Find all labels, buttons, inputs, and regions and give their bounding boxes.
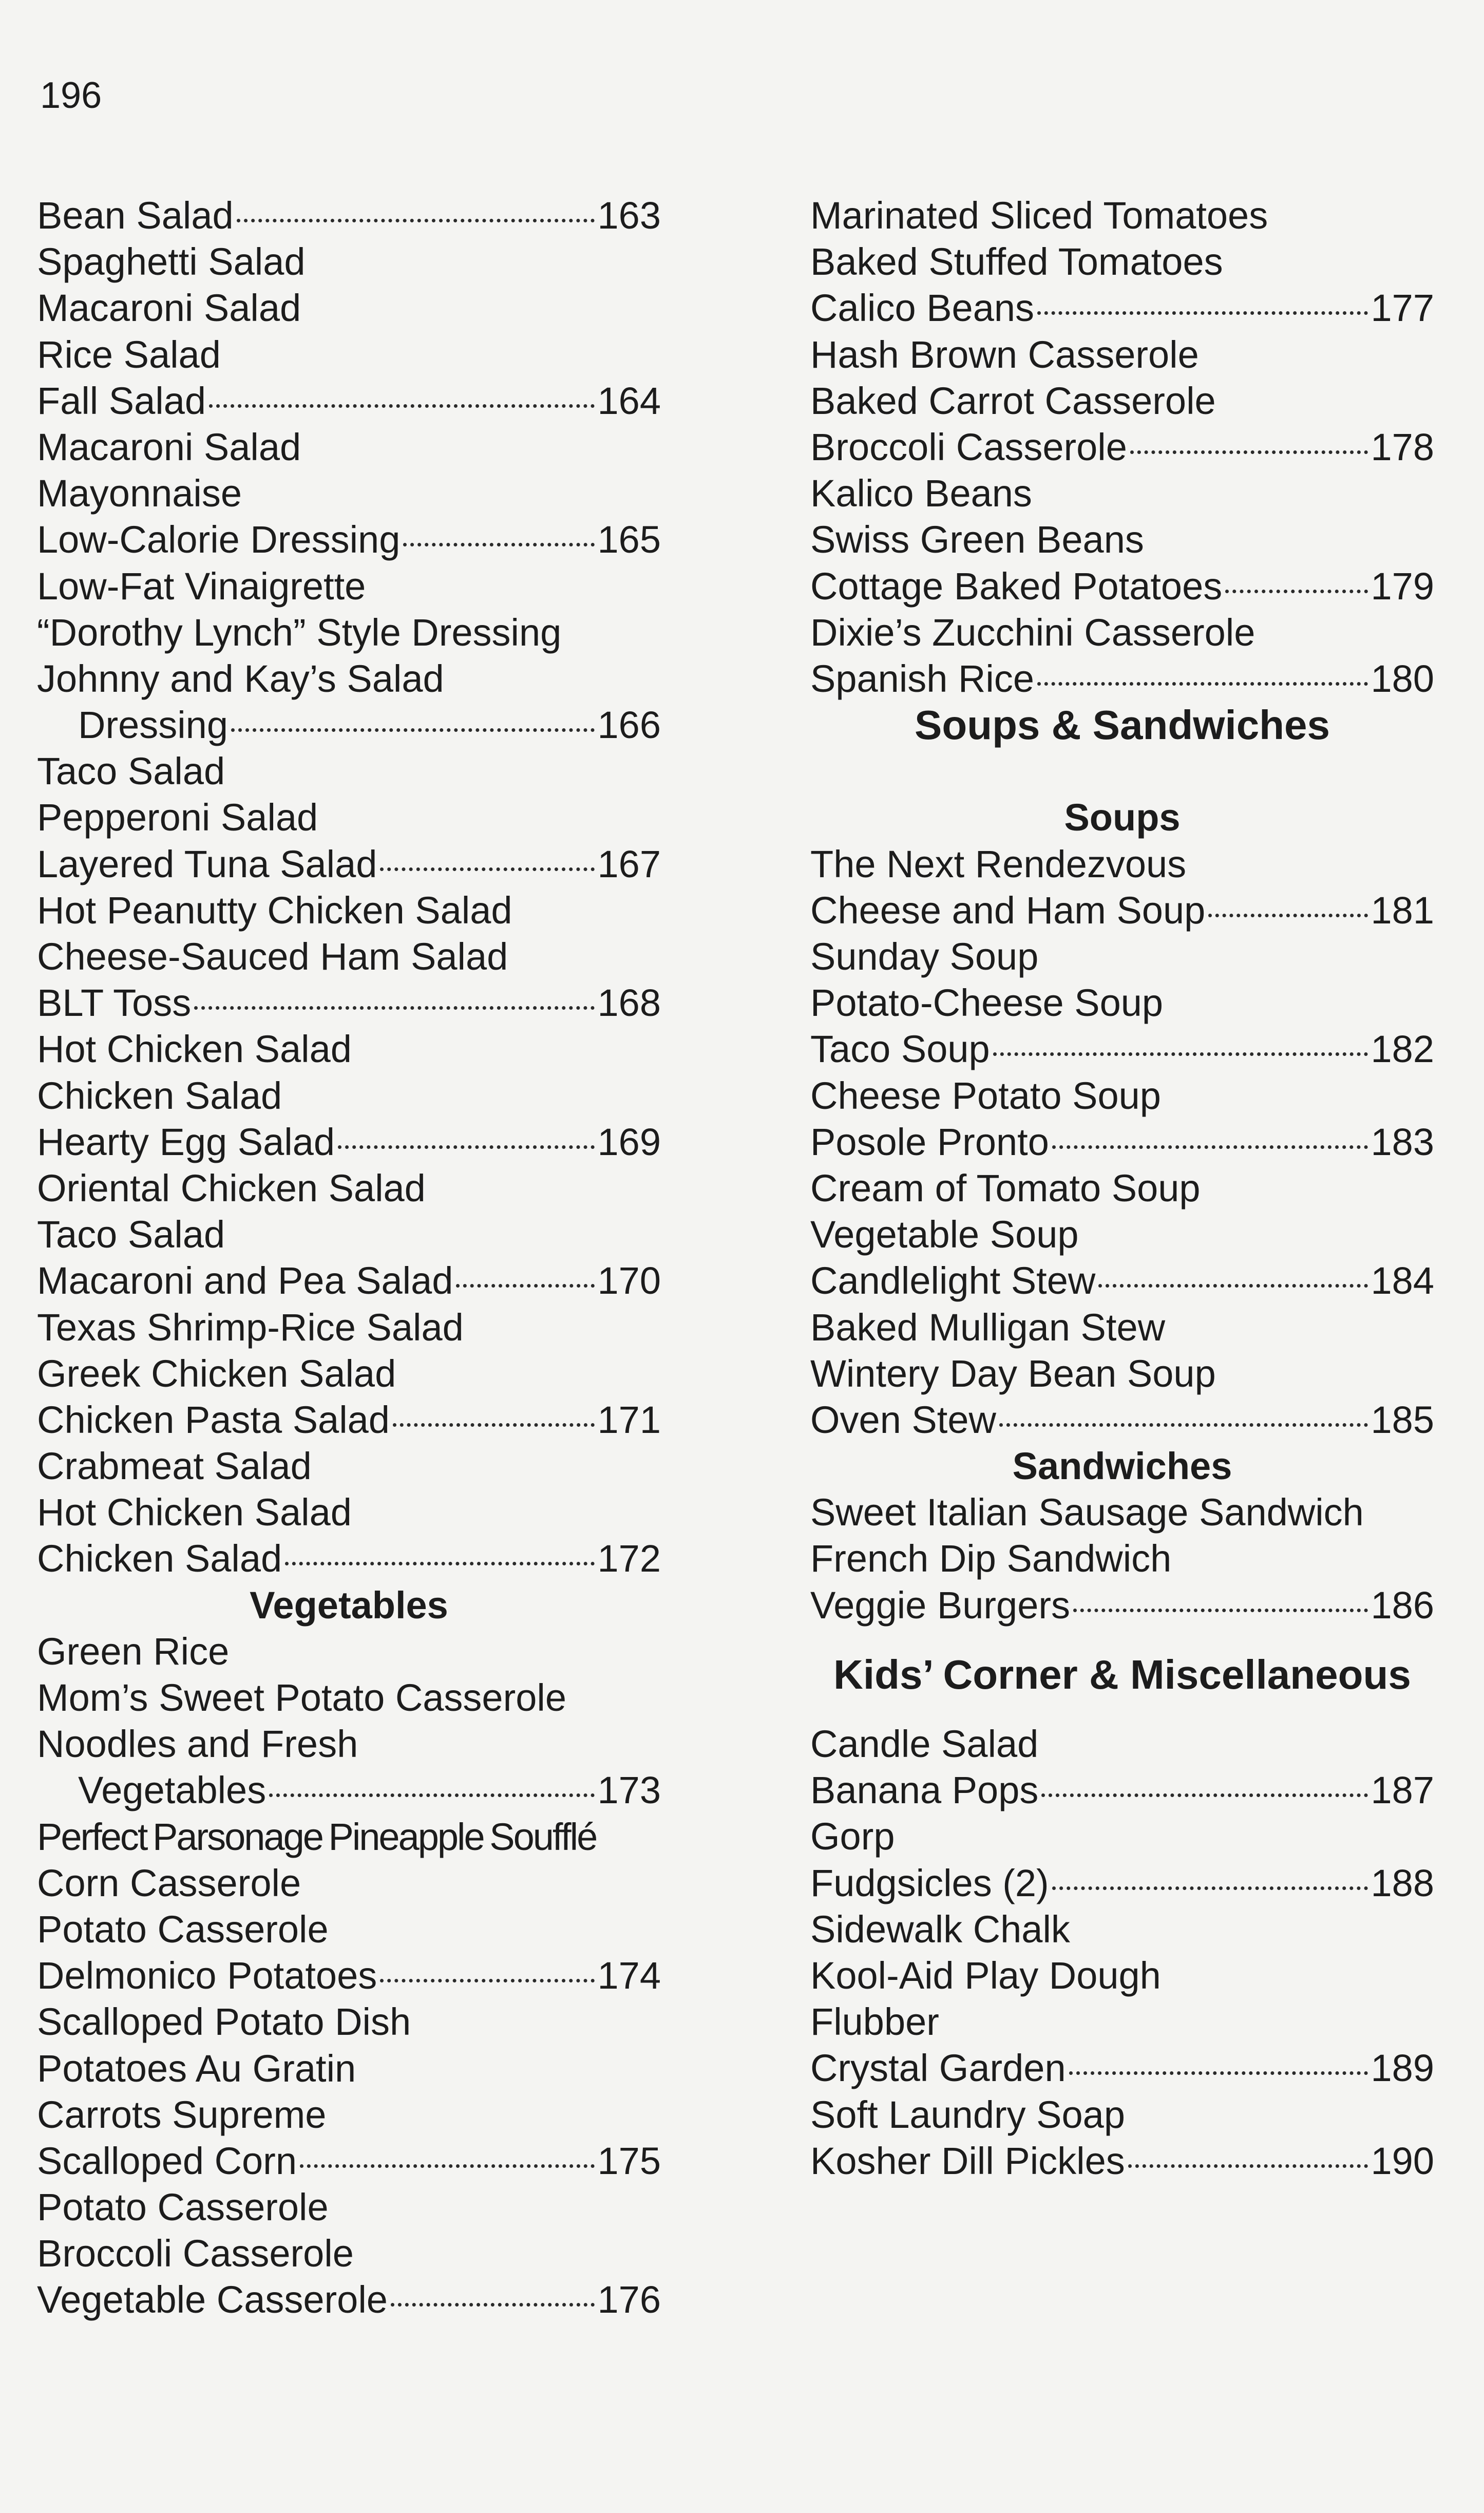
- index-entry: [810, 934, 1434, 980]
- dot-leader: [380, 867, 594, 871]
- entry-title: Crystal Garden: [810, 2047, 1066, 2090]
- spacer: [810, 748, 1434, 795]
- entry-title: Kosher Dill Pickles: [810, 2139, 1125, 2182]
- page-reference: 189: [1371, 2047, 1434, 2090]
- entry-title: Baked Mulligan Stew: [810, 1306, 1166, 1349]
- page-reference: 184: [1371, 1259, 1434, 1302]
- entry-title: Swiss Green Beans: [810, 518, 1144, 561]
- entry-title: Cheese-Sauced Ham Salad: [37, 935, 508, 978]
- entry-title: Sweet Italian Sausage Sandwich: [810, 1491, 1364, 1534]
- page-reference: 167: [597, 842, 661, 885]
- index-entry: [37, 1999, 661, 2045]
- dot-leader: [1208, 914, 1367, 917]
- index-entry: [810, 193, 1434, 239]
- entry-title: Rice Salad: [37, 333, 221, 376]
- index-entry: [810, 1953, 1434, 1999]
- entry-title: Oven Stew: [810, 1398, 996, 1441]
- index-entry: [37, 470, 661, 517]
- index-entry: [37, 1165, 661, 1212]
- page-reference: 190: [1371, 2139, 1434, 2182]
- entry-title: French Dip Sandwich: [810, 1537, 1172, 1580]
- index-entry: [37, 841, 661, 887]
- index-entry: [37, 1675, 661, 1721]
- page-reference: 181: [1371, 889, 1434, 932]
- entry-title: Macaroni and Pea Salad: [37, 1259, 453, 1302]
- entry-title: Bean Salad: [37, 194, 234, 237]
- dot-leader: [1069, 2071, 1368, 2075]
- entry-title: Delmonico Potatoes: [37, 1954, 377, 1997]
- spacer: [810, 1629, 1434, 1652]
- entry-title: Potato Casserole: [37, 1907, 329, 1951]
- dot-leader: [1073, 1609, 1368, 1612]
- index-entry: [810, 470, 1434, 517]
- index-entry: [810, 980, 1434, 1026]
- entry-title: Sunday Soup: [810, 935, 1039, 978]
- page-number: 196: [40, 75, 102, 116]
- page-reference: 178: [1371, 425, 1434, 468]
- entry-title: Johnny and Kay’s Salad: [37, 657, 444, 700]
- dot-leader: [231, 728, 595, 732]
- section-heading: Kids’ Corner & Miscellaneous: [833, 1651, 1411, 1697]
- dot-leader: [393, 1423, 595, 1427]
- index-entry: [37, 1305, 661, 1351]
- index-entry: [37, 1906, 661, 1953]
- entry-title: Hot Chicken Salad: [37, 1491, 352, 1534]
- entry-title: Oriental Chicken Salad: [37, 1166, 426, 1210]
- index-entry: [810, 656, 1434, 702]
- page-reference: 176: [597, 2278, 661, 2321]
- entry-title: Dressing: [78, 704, 228, 747]
- index-entry: [810, 1999, 1434, 2045]
- page-reference: 168: [597, 981, 661, 1025]
- page-reference: 180: [1371, 657, 1434, 700]
- entry-title: Vegetable Casserole: [37, 2278, 388, 2321]
- entry-title: Vegetables: [78, 1769, 267, 1812]
- page-reference: 172: [597, 1537, 661, 1580]
- index-entry: [37, 934, 661, 980]
- page-reference: 186: [1371, 1583, 1434, 1627]
- index-entry: [810, 1119, 1434, 1165]
- index-entry: [37, 1721, 661, 1767]
- entry-title: Dixie’s Zucchini Casserole: [810, 611, 1255, 654]
- dot-leader: [456, 1284, 594, 1288]
- dot-leader: [1052, 1886, 1368, 1890]
- entry-title: Cheese and Ham Soup: [810, 889, 1206, 932]
- index-entry: [37, 1258, 661, 1304]
- index-entry: [37, 1351, 661, 1397]
- entry-title: Cheese Potato Soup: [810, 1074, 1161, 1117]
- index-entry: [37, 702, 661, 748]
- entry-title: Fudgsicles (2): [810, 1861, 1049, 1904]
- index-entry: [37, 1767, 661, 1813]
- dot-leader: [209, 404, 594, 408]
- index-entry: [810, 1305, 1434, 1351]
- entry-title: Noodles and Fresh: [37, 1723, 358, 1766]
- entry-title: Fall Salad: [37, 379, 206, 422]
- dot-leader: [403, 543, 594, 546]
- dot-leader: [237, 219, 595, 222]
- index-entry: [37, 1212, 661, 1258]
- entry-title: Potatoes Au Gratin: [37, 2047, 356, 2090]
- section-heading: Sandwiches: [1012, 1445, 1232, 1488]
- index-entry: [37, 517, 661, 563]
- entry-title: Wintery Day Bean Soup: [810, 1352, 1216, 1395]
- page-reference: 177: [1371, 287, 1434, 330]
- page-reference: 169: [597, 1120, 661, 1163]
- index-entry: [37, 424, 661, 470]
- entry-title: Baked Carrot Casserole: [810, 379, 1216, 422]
- index-entry: [810, 424, 1434, 470]
- entry-title: Corn Casserole: [37, 1861, 301, 1904]
- entry-title: Crabmeat Salad: [37, 1445, 312, 1488]
- entry-title: Soft Laundry Soap: [810, 2093, 1125, 2136]
- entry-title: Calico Beans: [810, 287, 1035, 330]
- index-entry: [810, 1489, 1434, 1536]
- entry-title: Scalloped Potato Dish: [37, 2000, 411, 2044]
- index-entry: [810, 1073, 1434, 1119]
- entry-title: The Next Rendezvous: [810, 842, 1187, 885]
- entry-title: Gorp: [810, 1815, 895, 1858]
- dot-leader: [1130, 450, 1368, 454]
- index-entry: [810, 1813, 1434, 1860]
- entry-title: Broccoli Casserole: [810, 425, 1127, 468]
- page-reference: 179: [1371, 564, 1434, 608]
- index-entry: [37, 2277, 661, 2323]
- entry-title: Greek Chicken Salad: [37, 1352, 396, 1395]
- index-entry: [37, 285, 661, 331]
- index-entry: [37, 239, 661, 285]
- entry-title: Pepperoni Salad: [37, 796, 318, 839]
- dot-leader: [194, 1006, 594, 1010]
- index-entry: [37, 1536, 661, 1582]
- index-entry: [810, 887, 1434, 934]
- entry-title: Spaghetti Salad: [37, 240, 306, 284]
- dot-leader: [1037, 311, 1368, 315]
- entry-title: Taco Soup: [810, 1028, 990, 1071]
- index-entry: [37, 1026, 661, 1072]
- index-entry: [810, 378, 1434, 424]
- entry-title: Mayonnaise: [37, 472, 242, 515]
- index-entry: [810, 1351, 1434, 1397]
- index-entry: [37, 1489, 661, 1536]
- entry-title: BLT Toss: [37, 981, 192, 1025]
- index-entry: [810, 1258, 1434, 1304]
- page-reference: 166: [597, 704, 661, 747]
- index-entry: [810, 1721, 1434, 1767]
- index-entry: [37, 563, 661, 610]
- index-entry: [810, 1860, 1434, 1906]
- index-entry: [37, 2138, 661, 2184]
- entry-title: Carrots Supreme: [37, 2093, 327, 2136]
- page-reference: 174: [597, 1954, 661, 1997]
- dot-leader: [1041, 1793, 1367, 1797]
- section-heading: Soups: [1064, 796, 1181, 839]
- entry-title: Low-Fat Vinaigrette: [37, 564, 366, 608]
- index-entry: [810, 1165, 1434, 1212]
- entry-title: Chicken Pasta Salad: [37, 1398, 390, 1441]
- index-entry: [37, 193, 661, 239]
- entry-title: Veggie Burgers: [810, 1583, 1071, 1627]
- index-entry: [37, 748, 661, 795]
- index-entry: [37, 1073, 661, 1119]
- index-entry: [37, 887, 661, 934]
- entry-title: Broccoli Casserole: [37, 2232, 354, 2275]
- page-reference: 171: [597, 1398, 661, 1441]
- page-reference: 175: [597, 2139, 661, 2182]
- index-entry: [37, 1119, 661, 1165]
- index-entry: [810, 1212, 1434, 1258]
- page-reference: 187: [1371, 1769, 1434, 1812]
- dot-leader: [1098, 1284, 1367, 1288]
- index-column-left: [37, 193, 661, 2323]
- entry-title: Kalico Beans: [810, 472, 1032, 515]
- dot-leader: [999, 1423, 1368, 1427]
- page-reference: 185: [1371, 1398, 1434, 1441]
- entry-title: Vegetable Soup: [810, 1213, 1079, 1256]
- entry-title: Green Rice: [37, 1630, 230, 1673]
- entry-title: Low-Calorie Dressing: [37, 518, 401, 561]
- entry-title: Macaroni Salad: [37, 425, 301, 468]
- entry-title: Cottage Baked Potatoes: [810, 564, 1223, 608]
- entry-title: Banana Pops: [810, 1769, 1039, 1812]
- index-entry: [37, 2231, 661, 2277]
- index-entry: [810, 1582, 1434, 1629]
- index-entry: [37, 2184, 661, 2231]
- entry-title: Potato Casserole: [37, 2186, 329, 2229]
- index-entry: [37, 1860, 661, 1906]
- entry-title: Candlelight Stew: [810, 1259, 1096, 1302]
- index-entry: [810, 2045, 1434, 2091]
- index-entry: [37, 2092, 661, 2138]
- index-entry: [810, 332, 1434, 378]
- entry-title: Mom’s Sweet Potato Casserole: [37, 1676, 566, 1719]
- index-entry: [37, 610, 661, 656]
- dot-leader: [1128, 2164, 1368, 2168]
- page-reference: 163: [597, 194, 661, 237]
- index-entry: [810, 1536, 1434, 1582]
- index-entry: [810, 2138, 1434, 2184]
- page-reference: 182: [1371, 1028, 1434, 1071]
- page-reference: 165: [597, 518, 661, 561]
- index-entry: [37, 795, 661, 841]
- entry-title: Kool-Aid Play Dough: [810, 1954, 1161, 1997]
- entry-title: Marinated Sliced Tomatoes: [810, 194, 1268, 237]
- page-reference: 173: [597, 1769, 661, 1812]
- page-reference: 183: [1371, 1120, 1434, 1163]
- entry-title: “Dorothy Lynch” Style Dressing: [37, 611, 562, 654]
- entry-title: Taco Salad: [37, 1213, 225, 1256]
- entry-title: Hash Brown Casserole: [810, 333, 1199, 376]
- index-entry: [37, 1953, 661, 1999]
- index-entry: [37, 1397, 661, 1443]
- index-entry: [37, 2046, 661, 2092]
- entry-title: Potato-Cheese Soup: [810, 981, 1164, 1025]
- dot-leader: [380, 1979, 594, 1982]
- index-entry: [37, 1629, 661, 1675]
- index-entry: [37, 656, 661, 702]
- index-entry: [810, 239, 1434, 285]
- section-heading: Soups & Sandwiches: [914, 702, 1330, 748]
- entry-title: Macaroni Salad: [37, 287, 301, 330]
- index-entry: [810, 1397, 1434, 1443]
- page-reference: 164: [597, 379, 661, 422]
- entry-title: Scalloped Corn: [37, 2139, 297, 2182]
- index-entry: [810, 563, 1434, 610]
- index-entry: [810, 2092, 1434, 2138]
- index-entry: [37, 980, 661, 1026]
- entry-title: Chicken Salad: [37, 1537, 282, 1580]
- index-entry: [810, 1026, 1434, 1072]
- index-column-right: [810, 193, 1434, 2184]
- entry-title: Texas Shrimp-Rice Salad: [37, 1306, 464, 1349]
- dot-leader: [1037, 682, 1368, 686]
- entry-title: Baked Stuffed Tomatoes: [810, 240, 1223, 284]
- dot-leader: [391, 2303, 595, 2307]
- entry-title: Hot Peanutty Chicken Salad: [37, 889, 512, 932]
- index-entry: [37, 1443, 661, 1489]
- spacer: [810, 1698, 1434, 1721]
- dot-leader: [269, 1793, 594, 1797]
- index-entry: [37, 332, 661, 378]
- page-reference: 188: [1371, 1861, 1434, 1904]
- index-entry: [810, 1906, 1434, 1953]
- dot-leader: [338, 1145, 595, 1149]
- section-heading: Vegetables: [250, 1583, 448, 1627]
- index-entry: [810, 841, 1434, 887]
- index-entry: [810, 285, 1434, 331]
- entry-title: Layered Tuna Salad: [37, 842, 377, 885]
- entry-title: Taco Salad: [37, 750, 225, 793]
- dot-leader: [285, 1562, 594, 1565]
- entry-title: Candle Salad: [810, 1723, 1039, 1765]
- page-reference: 170: [597, 1259, 661, 1302]
- dot-leader: [1225, 590, 1367, 593]
- index-entry: [37, 378, 661, 424]
- dot-leader: [993, 1052, 1368, 1056]
- entry-title: Hearty Egg Salad: [37, 1120, 335, 1163]
- dot-leader: [300, 2164, 595, 2168]
- entry-title: Chicken Salad: [37, 1074, 282, 1117]
- index-entry: [810, 517, 1434, 563]
- dot-leader: [1052, 1145, 1368, 1149]
- entry-title: Flubber: [810, 2000, 939, 2044]
- entry-title: Sidewalk Chalk: [810, 1907, 1070, 1951]
- index-entry: [37, 1814, 661, 1860]
- entry-title: Spanish Rice: [810, 657, 1035, 700]
- entry-title: Posole Pronto: [810, 1120, 1049, 1163]
- entry-title: Hot Chicken Salad: [37, 1028, 352, 1071]
- index-entry: [810, 610, 1434, 656]
- entry-title: Cream of Tomato Soup: [810, 1166, 1201, 1210]
- entry-title: Perfect Parsonage Pineapple Soufflé: [37, 1815, 597, 1858]
- index-entry: [810, 1767, 1434, 1813]
